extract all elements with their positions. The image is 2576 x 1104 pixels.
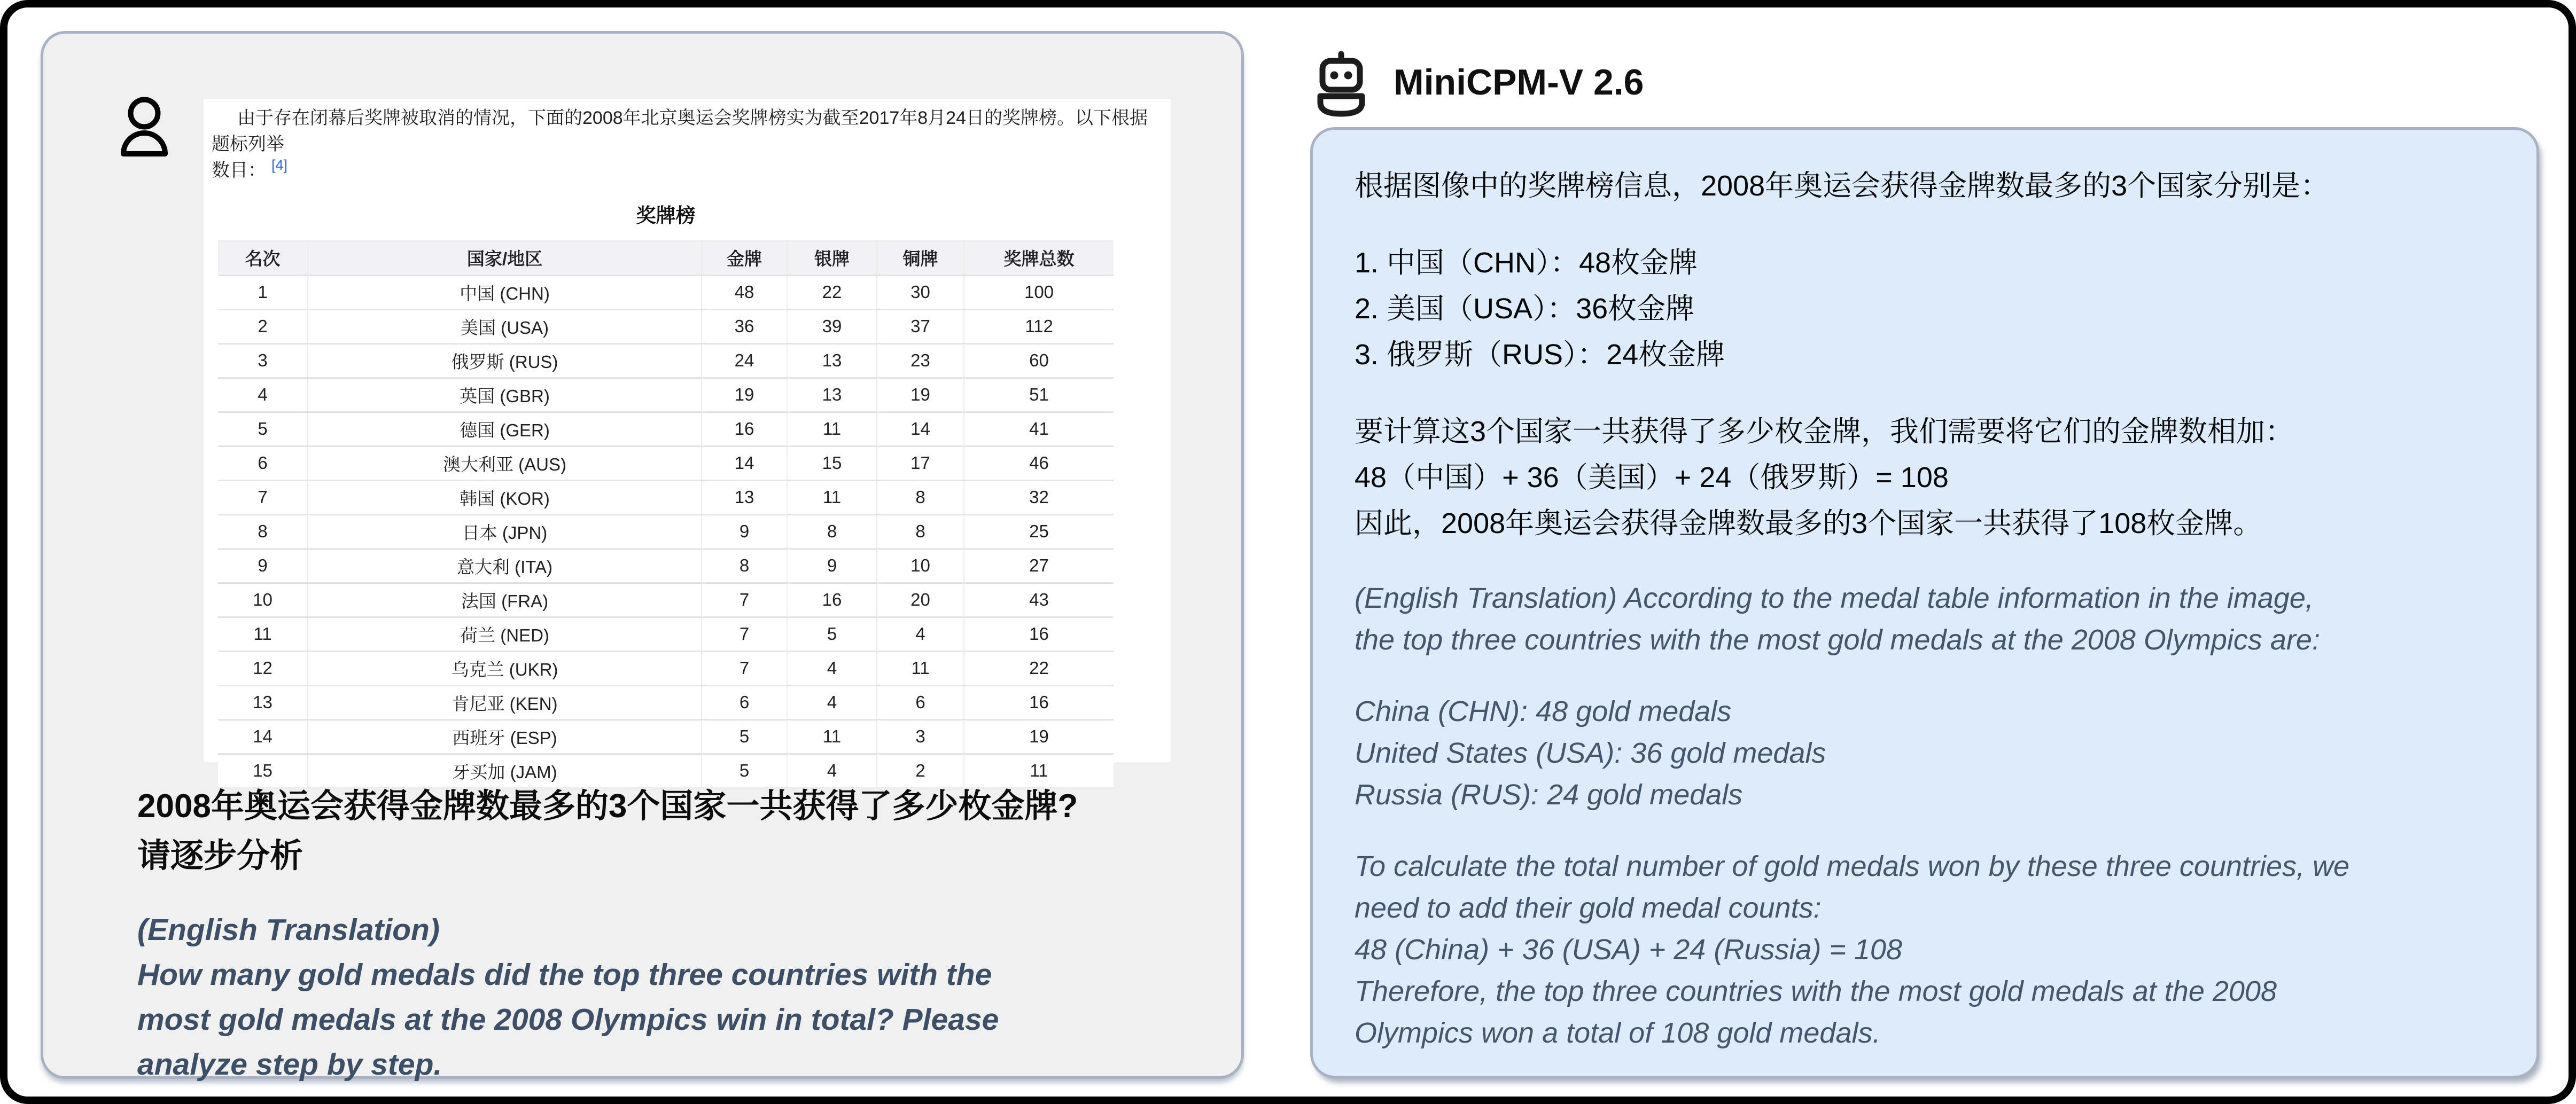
table-row: 3 俄罗斯 (RUS) 24 13 23 60 (218, 343, 1114, 378)
table-row: 12 乌克兰 (UKR) 7 4 11 22 (218, 651, 1114, 685)
table-row: 13 肯尼亚 (KEN) 6 4 6 16 (218, 685, 1114, 719)
table-row: 4 英国 (GBR) 19 13 19 51 (218, 378, 1114, 412)
table-row: 5 德国 (GER) 16 11 14 41 (218, 412, 1114, 446)
table-row: 6 澳大利亚 (AUS) 14 15 17 46 (218, 446, 1114, 480)
model-name: MiniCPM-V 2.6 (1394, 62, 1644, 103)
model-response-bubble (1310, 127, 2539, 1078)
column-header: 名次 (218, 241, 308, 275)
user-message-panel (41, 31, 1244, 1082)
table-title: 奖牌榜 (636, 205, 696, 226)
table-row: 8 日本 (JPN) 9 8 8 25 (218, 514, 1114, 549)
table-row: 2 美国 (USA) 36 39 37 112 (218, 309, 1114, 343)
medal-table (218, 240, 1114, 788)
user-question-translation: (English Translation) How many gold medals did the top three countries with the most gold medals at the 2008 Olympics win in total? Please analyze step by step. (137, 913, 999, 1082)
column-header: 银牌 (787, 241, 877, 275)
column-header: 金牌 (702, 241, 787, 275)
image-intro-text: 由于存在闭幕后奖牌被取消的情况，下面的2008年北京奥运会奖牌榜实为截至2017年8月24日的奖牌榜。以下根据题标列举 数目： [4] (212, 108, 1148, 181)
answer-translation-intro: (English Translation) According to the medal table information in the image, the top three countries with the most gold medals at the 2008 Olympics are: (1355, 582, 2320, 656)
table-header-row (218, 241, 1114, 275)
answer-calculation: 要计算这3个国家一共获得了多少枚金牌，我们需要将它们的金牌数相加： 48（中国）+ 36（美国）+ 24（俄罗斯）= 108 因此，2008年奥运会获得金牌数最多的3个国家一共获得了108枚金牌。 (1355, 416, 2294, 539)
answer-translation-calculation: To calculate the total number of gold medals won by these three countries, we need to add their gold medal counts: 48 (China) + 36 (USA) + 24 (Russia) = 108 Therefore, the top three countries with the most gold medals at the 2008 Olympics won a total of 108 gold medals. (1355, 850, 2350, 1049)
robot-icon (1314, 52, 1368, 116)
table-row: 10 法国 (FRA) 7 16 20 43 (218, 583, 1114, 617)
embedded-medal-table-image (204, 99, 1171, 782)
answer-translation-list: China (CHN): 48 gold medals United States (USA): 36 gold medals Russia (RUS): 24 gold medals (1355, 695, 1826, 811)
table-row: 14 西班牙 (ESP) 5 11 3 19 (218, 719, 1114, 754)
table-row: 1 中国 (CHN) 48 22 30 100 (218, 275, 1114, 309)
answer-intro: 根据图像中的奖牌榜信息，2008年奥运会获得金牌数最多的3个国家分别是： (1355, 170, 2330, 202)
user-icon (119, 97, 169, 158)
table-row: 15 牙买加 (JAM) 5 4 2 11 (218, 754, 1114, 788)
column-header: 奖牌总数 (964, 241, 1114, 275)
table-row: 11 荷兰 (NED) 7 5 4 16 (218, 617, 1114, 651)
table-row: 9 意大利 (ITA) 8 9 10 27 (218, 549, 1114, 583)
user-question-zh: 2008年奥运会获得金牌数最多的3个国家一共获得了多少枚金牌? 请逐步分析 (137, 788, 1078, 874)
answer-top3-list: 1. 中国（CHN）：48枚金牌 2. 美国（USA）：36枚金牌 3. 俄罗斯（RUS）：24枚金牌 (1355, 247, 1725, 371)
column-header: 铜牌 (877, 241, 964, 275)
table-row: 7 韩国 (KOR) 13 11 8 32 (218, 480, 1114, 514)
column-header: 国家/地区 (308, 241, 702, 275)
image-intro-lines: 由于存在闭幕后奖牌被取消的情况，下面的2008年北京奥运会奖牌榜实为截至2017年8月24日的奖牌榜。以下根据题标列举 数目： (212, 108, 1148, 181)
